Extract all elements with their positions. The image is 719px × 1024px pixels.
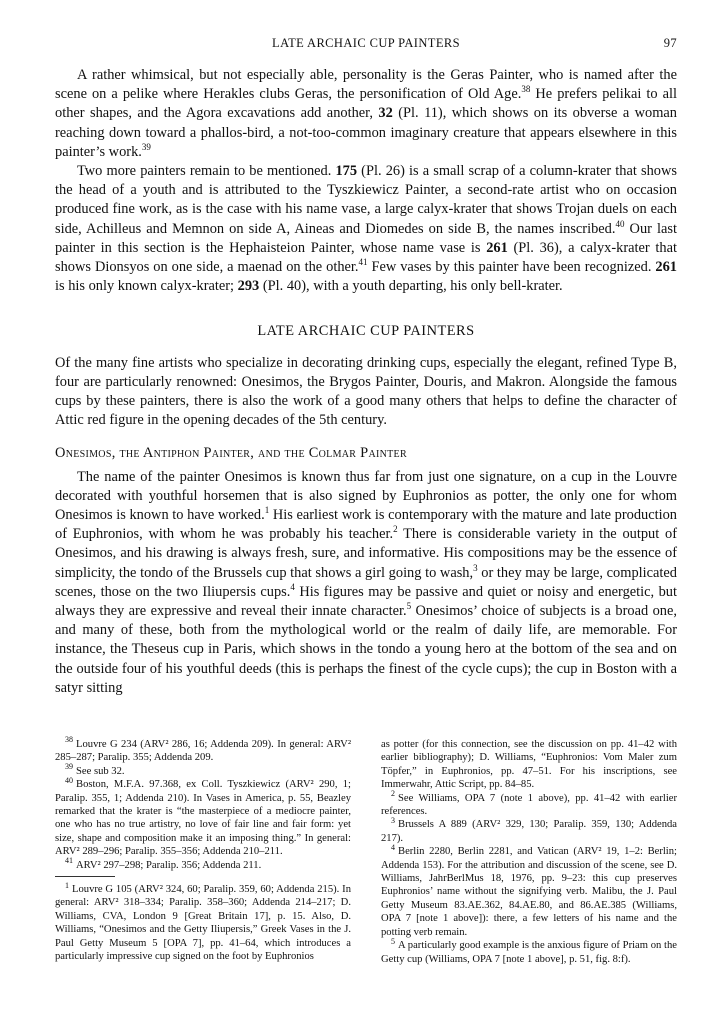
footnote-ref[interactable]: 38 [521, 84, 531, 95]
body-text [55, 66, 677, 698]
paragraph-geras: A rather whimsical, but not especially able, personality is the Geras Painter, who is named after the scene on a pelike where Herakles clubs Geras, the personification of Old Age.$^{38}$ He prefers pelikai to all other shapes, and the Agora excavations add another, 32 (Pl. 11), which shows on its obverse a woman reaching down toward a phallos-bird, a not-too-common imaginary creature that appears elsewhere in this painter’s work.$^{39}$ [55, 67, 678, 160]
footnote: $^{38}$ Louvre G 234 (ARV² 286, 16; Addenda 209). In general: ARV² 285–287; Paralip. 355; Addenda 209. [55, 735, 351, 764]
footnote-ref[interactable]: 1 [264, 505, 270, 516]
footnote: $^{39}$ See sub 32. [65, 762, 125, 777]
footnote: $^4$ Berlin 2280, Berlin 2281, and Vatican (ARV² 19, 1–2: Berlin; Addenda 153). For the attribution and discussion of the scene, see D. Williams, JahrBerlMus 18, 1976, pp. 9–23: this cup preserves Euphronios’ name without the signifying verb. Malibu, the J. Paul Getty Museum 83.AE.362, 84.AE.80, and 86.AE.385 (Williams, OPA 7 [note 1 above]): there, a few letters of his name and the potting verb remain. [381, 842, 677, 938]
footnote-ref[interactable]: 40 [615, 218, 625, 229]
footnotes-right-column [381, 738, 677, 966]
catalog-ref: 32 [378, 105, 393, 122]
footnote: $^{40}$ Boston, M.F.A. 97.368, ex Coll. Tyszkiewicz (ARV² 290, 1; Paralip. 355, 1; Addenda 210). In Vases in America, p. 55, Beazley remarked that the krater is “the masterpiece of a mediocre painter, one who has no true artistry, no love of fair line and fair form: yet size, shape and composition make it an imposing thing.” In general: ARV² 289–296; Paralip. 355–356; Addenda 210–211. [55, 775, 351, 858]
footnote-ref[interactable]: 3 [473, 562, 478, 573]
section-heading: LATE ARCHAIC CUP PAINTERS [257, 323, 475, 340]
catalog-ref: 175 [335, 163, 358, 180]
paragraph-intro: Of the many fine artists who specialize in decorating drinking cups, especially the elegant, refined Type B, four are particularly renowned: Onesimos, the Brygos Painter, Douris, and Makron. Alongside the famous cups by these painters, there is also the work of a good many others that helps to define the character of Attic red figure in the opening decades of the 5th century. [55, 354, 677, 429]
footnotes-left-column [55, 735, 351, 964]
footnote-divider [55, 876, 115, 877]
footnote: $^5$ A particularly good example is the anxious figure of Priam on the Getty cup (Williams, OPA 7 [note 1 above], p. 51, fig. 8:f). [381, 936, 677, 965]
footnote-ref[interactable]: 39 [141, 142, 151, 153]
footnote: $^1$ Louvre G 105 (ARV² 324, 60; Paralip. 359, 60; Addenda 215). In general: ARV² 318–334; Paralip. 358–360; Addenda 214–217; D. Williams, CVA, London 9 [Great Britain 17], p. 15. Also, D. Williams, “Onesimos and the Getty Iliupersis,” Greek Vases in the J. Paul Getty Museum 5 [OPA 7], pp. 41–64, which introduces a particularly impressive cup signed on the foot by Euphronios [55, 880, 351, 963]
footnote-ref[interactable]: 41 [358, 257, 368, 268]
catalog-ref: 261 [486, 239, 508, 256]
footnote: $^{41}$ ARV² 297–298; Paralip. 356; Addenda 211. [65, 856, 262, 871]
subsection-heading: Onesimos, the Antiphon Painter, and the Colmar Painter [55, 445, 407, 462]
footnote-ref[interactable]: 5 [406, 601, 412, 612]
paragraph-onesimos: The name of the painter Onesimos is known thus far from just one signature, on a cup in the Louvre decorated with youthful horsemen that is also signed by Euphronios as potter, the only one for whom Onesimos is known to have worked.$^1$ His earliest work is contemporary with the mature and late production of Euphronios, with whom he was probably his teacher.$^2$ There is considerable variety in the output of Onesimos, and his drawing is always fresh, sure, and informative. His compositions may be the essence of simplicity, the tondo of the Brussels cup that shows a girl going to wash,$^3$ or they may be large, complicated scenes, those on the two Iliupersis cups.$^4$ His figures may be passive and quiet or noisy and energetic, but always they are expressive and reveal their innate character.$^5$ Onesimos’ choice of subjects is a broad one, and many of these, both from the mythological world or the realm of daily life, are memorable. For instance, the Theseus cup in Paris, which shows in the tondo a young hero at the bottom of the sea and on the outside four of his youthful deeds (this is perhaps the finest of the cycle cups); the cup in Boston with a satyr sitting [55, 468, 678, 696]
footnote: $^2$ See Williams, OPA 7 (note 1 above), pp. 41–42 with earlier references. [381, 789, 677, 818]
catalog-ref: 293 [237, 278, 260, 295]
footnote-ref[interactable]: 4 [290, 582, 295, 593]
footnote: $^3$ Brussels A 889 (ARV² 329, 130; Paralip. 359, 130; Addenda 217). [381, 815, 677, 844]
paragraph-two-painters: Two more painters remain to be mentioned. 175 (Pl. 26) is a small scrap of a column-krater that shows the head of a youth and is attributed to the Tyszkiewicz Painter, a second-rate artist who on occasion produced fine work, as is the case with his name vase, a large calyx-krater that shows Trojan duels on each side, Achilleus and Memnon on side A, Aineas and Diomedes on side B, the names inscribed.$^{40}$ Our last painter in this section is the Hephaisteion Painter, whose name vase is 261 (Pl. 36), a calyx-krater that shows Dionsyos on one side, a maenad on the other.$^{41}$ Few vases by this painter have been recognized. 261 is his only known calyx-krater; 293 (Pl. 40), with a youth departing, his only bell-krater. [55, 163, 677, 295]
footnote-ref[interactable]: 2 [393, 524, 398, 535]
footnote-continued: as potter (for this connection, see the discussion on pp. 41–42 with earlier bibliography); D. Williams, “Euphronios: Vom Maler zum Töpfer,” in Euphronios, pp. 47–51. For his inscriptions, see Immerwahr, Attic Script, pp. 84–85. [381, 739, 677, 791]
catalog-ref: 261 [655, 259, 677, 276]
page-number: 97 [663, 36, 677, 50]
running-title: LATE ARCHAIC CUP PAINTERS [272, 36, 460, 50]
